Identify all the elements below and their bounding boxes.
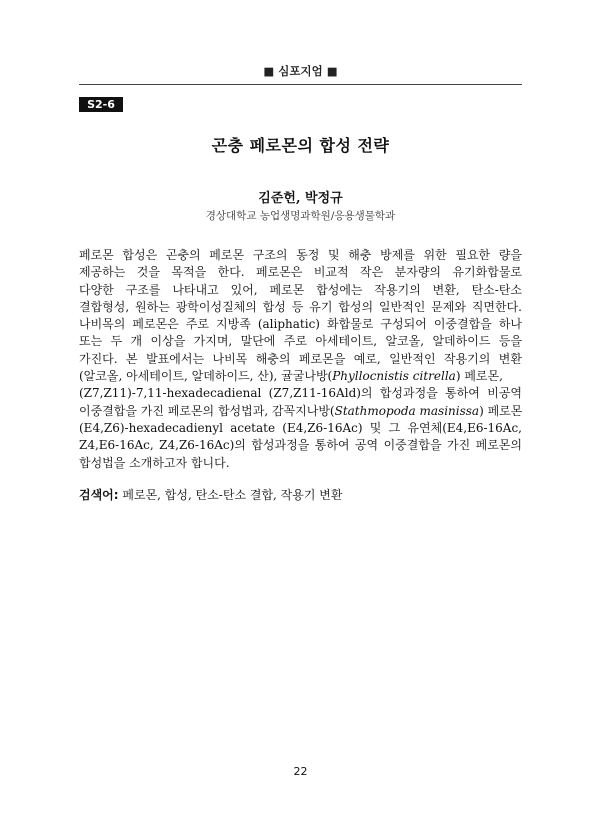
abstract-line: Z4,E6-16Ac, Z4,Z6-16Ac)의 합성과정을 통하여 공역 이중결합을 가진 페로몬의 bbox=[79, 438, 522, 453]
section-header: ■ 심포지엄 ■ bbox=[263, 64, 338, 78]
authors: 김준헌, 박정규 bbox=[258, 191, 343, 206]
species-name: Phyllocnistis citrella bbox=[332, 369, 456, 384]
keywords bbox=[79, 487, 522, 504]
abstract-line bbox=[79, 403, 522, 420]
abstract-line: (Z7,Z11)-7,11-hexadecadienal (Z7,Z11-16Ald)의 합성과정을 통하여 비공역 bbox=[79, 386, 522, 401]
abstract-line: 가진다. 본 발표에서는 나비목 해충의 페로몬을 예로, 일반적인 작용기의 변환 bbox=[79, 351, 522, 366]
page-number: 22 bbox=[293, 765, 308, 778]
abstract-line: 페로몬 합성은 곤충의 페로몬 구조의 동정 및 해충 방제를 위한 필요한 량을 bbox=[79, 248, 522, 262]
abstract-line-part: ) 페로몬, bbox=[455, 369, 503, 384]
keywords-label: 검색어: bbox=[79, 488, 119, 502]
abstract-line: 또는 두 개 이상을 가지며, 말단에 주로 아세테이트, 알코올, 알데하이드 등을 bbox=[79, 334, 522, 349]
abstract-line-part: ) 페로몬 bbox=[479, 403, 523, 418]
keywords-text: 페로몬, 합성, 탄소-탄소 결합, 작용기 변환 bbox=[118, 488, 343, 502]
session-badge: S2-6 bbox=[79, 97, 123, 112]
abstract-line: 제공하는 것을 목적을 한다. 페로몬은 비교적 작은 분자량의 유기화합물로 bbox=[79, 265, 522, 280]
abstract-body bbox=[79, 247, 522, 472]
species-name: Stathmopoda masinissa bbox=[334, 403, 480, 418]
abstract-line-part: (알코올, 아세테이트, 알데하이드, 산), 귤굴나방( bbox=[79, 369, 333, 384]
paper-title: 곤충 페로몬의 합성 전략 bbox=[211, 136, 390, 155]
abstract-line bbox=[79, 368, 522, 385]
abstract-line: (E4,Z6)-hexadecadienyl acetate (E4,Z6-16Ac) 및 그 유연체(E4,E6-16Ac, bbox=[79, 420, 522, 435]
header-divider bbox=[79, 84, 522, 85]
abstract-line: 합성법을 소개하고자 합니다. bbox=[79, 455, 230, 470]
abstract-line: 다양한 구조를 나타내고 있어, 페로몬 합성에는 작용기의 변환, 탄소-탄소 bbox=[79, 282, 522, 297]
abstract-line: 결합형성, 원하는 광학이성질체의 합성 등 유기 합성의 일반적인 문제와 직면한다. bbox=[79, 299, 522, 314]
affiliation: 경상대학교 농업생명과학원/응용생물학과 bbox=[205, 210, 396, 222]
abstract-line: 나비목의 페로몬은 주로 지방족 (aliphatic) 화합물로 구성되어 이중결합을 하나 bbox=[79, 317, 522, 332]
abstract-line-part: 이중결합을 가진 페로몬의 합성법과, 감꼭지나방( bbox=[79, 403, 335, 418]
